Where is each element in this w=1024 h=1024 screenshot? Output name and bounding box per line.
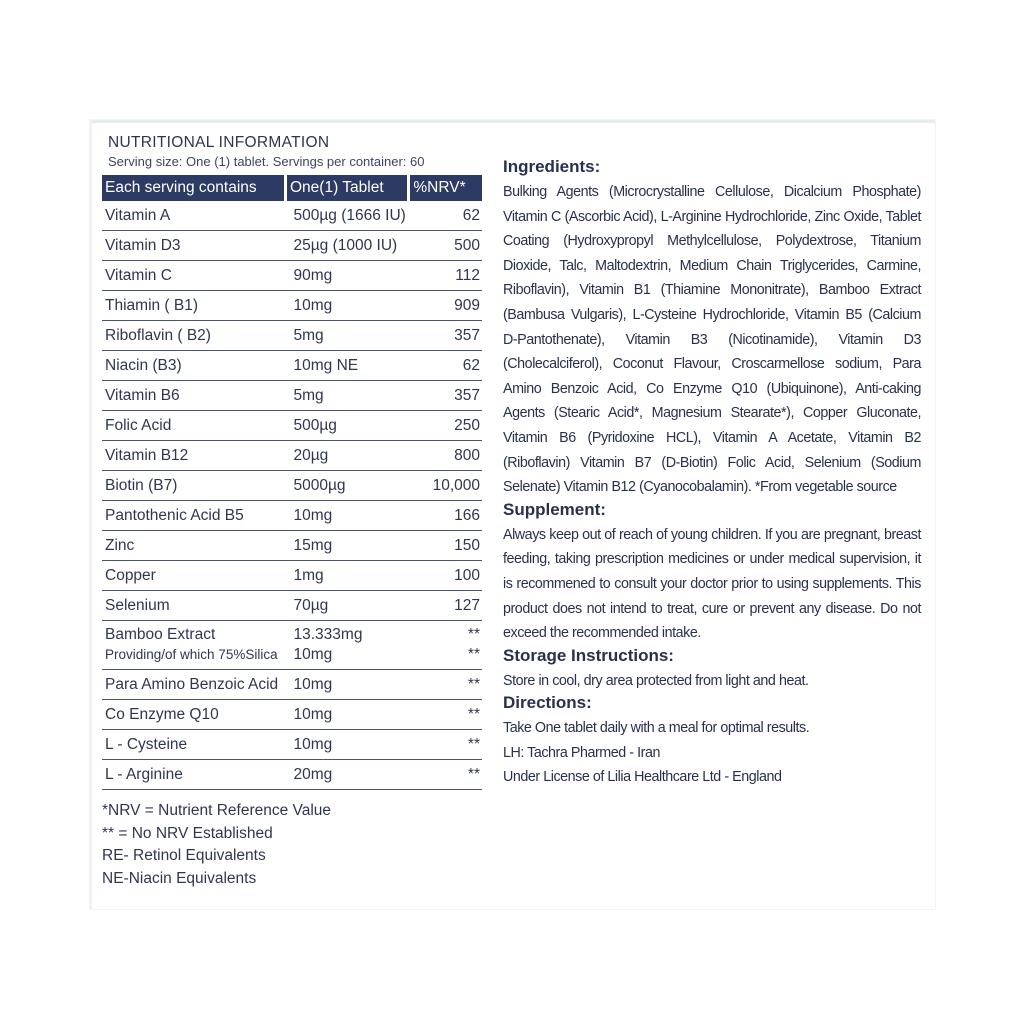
nutrient-nrv: 800 xyxy=(409,441,482,471)
nrv-notes xyxy=(102,800,487,890)
header-one-tablet: One(1) Tablet xyxy=(286,175,409,201)
nutrient-amount: 500µg xyxy=(286,411,409,441)
table-row xyxy=(102,471,482,501)
nutrient-name: Vitamin D3 xyxy=(102,231,286,261)
nutrient-name: L - Cysteine xyxy=(102,730,286,760)
nutrient-nrv: 166 xyxy=(409,501,482,531)
nutrient-amount: 70µg xyxy=(286,591,409,621)
nutrient-amount: 10mg xyxy=(286,670,409,700)
nutrient-amount: 10mg xyxy=(286,730,409,760)
nutrient-nrv: 112 xyxy=(409,261,482,291)
table-header-row xyxy=(102,175,482,201)
nutrient-nrv: 250 xyxy=(409,411,482,441)
nutrient-name: Thiamin ( B1) xyxy=(102,291,286,321)
nutrient-name: Vitamin A xyxy=(102,201,286,231)
nutrient-name: Biotin (B7) xyxy=(102,471,286,501)
table-row xyxy=(102,501,482,531)
nutrient-name: Co Enzyme Q10 xyxy=(102,700,286,730)
bamboo-amount-cell xyxy=(286,621,409,670)
table-row xyxy=(102,670,482,700)
nutrient-nrv: 100 xyxy=(409,561,482,591)
nutrient-amount: 25µg (1000 IU) xyxy=(286,231,409,261)
nutrient-amount: 90mg xyxy=(286,261,409,291)
nutrient-nrv: 150 xyxy=(409,531,482,561)
nutrient-name: Vitamin C xyxy=(102,261,286,291)
nutrient-nrv: 500 xyxy=(409,231,482,261)
nutrient-amount: 20µg xyxy=(286,441,409,471)
nutrition-heading: NUTRITIONAL INFORMATION xyxy=(108,134,330,151)
nutrient-amount: 10mg xyxy=(286,291,409,321)
table-row xyxy=(102,231,482,261)
note-niacin: NE-Niacin Equivalents xyxy=(102,869,257,887)
nutrient-amount: 10mg xyxy=(286,700,409,730)
ingredients-heading: Ingredients: xyxy=(503,157,601,176)
nutrient-nrv: 357 xyxy=(409,381,482,411)
nutrient-amount: 500µg (1666 IU) xyxy=(286,201,409,231)
nutrient-nrv: 62 xyxy=(409,351,482,381)
nutrient-amount: 5mg xyxy=(286,321,409,351)
table-row xyxy=(102,760,482,790)
nutrient-nrv: ** xyxy=(409,670,482,700)
nutrient-name: Vitamin B12 xyxy=(102,441,286,471)
nutrient-amount: 10mg NE xyxy=(286,351,409,381)
nutrient-nrv: ** xyxy=(409,700,482,730)
table-row xyxy=(102,201,482,231)
table-row-bamboo xyxy=(102,621,482,670)
header-nrv: %NRV* xyxy=(409,175,482,201)
nutrient-amount: 5mg xyxy=(286,381,409,411)
nutrient-name: L - Arginine xyxy=(102,760,286,790)
nutrient-name: Folic Acid xyxy=(102,411,286,441)
bamboo-amount: 13.333mg xyxy=(293,626,363,643)
nutrient-amount: 1mg xyxy=(286,561,409,591)
nutrient-nrv: 909 xyxy=(409,291,482,321)
header-each-serving: Each serving contains xyxy=(102,175,286,201)
nutrient-nrv: 10,000 xyxy=(409,471,482,501)
nutrient-nrv: 127 xyxy=(409,591,482,621)
storage-text: Store in cool, dry area protected from light and heat. xyxy=(503,672,809,689)
nutrient-name: Copper xyxy=(102,561,286,591)
note-no-nrv: ** = No NRV Established xyxy=(102,824,273,842)
bamboo-sub-amount: 10mg xyxy=(293,646,333,663)
license-holder: LH: Tachra Pharmed - Iran xyxy=(503,744,660,761)
table-row xyxy=(102,261,482,291)
table-row xyxy=(102,441,482,471)
nutrient-name: Para Amino Benzoic Acid xyxy=(102,670,286,700)
note-retinol: RE- Retinol Equivalents xyxy=(102,847,266,864)
supplement-text: Always keep out of reach of young children. If you are pregnant, breast feeding, taking prescription medicines or under medical supervision, it is recommened to consult your doctor prior to using supplements. This product does not intend to treat, cure or prevent any disease. Do not exceed the recommended intake. xyxy=(503,526,921,642)
table-row xyxy=(102,730,482,760)
directions-heading: Directions: xyxy=(503,693,592,713)
nutrient-amount: 10mg xyxy=(286,501,409,531)
nutrient-nrv: 357 xyxy=(409,321,482,351)
bamboo-nrv-cell xyxy=(409,621,482,670)
directions-text: Take One tablet daily with a meal for optimal results. xyxy=(503,720,810,737)
nutrition-table xyxy=(102,175,482,790)
nutrient-name: Riboflavin ( B2) xyxy=(102,321,286,351)
nutrient-name: Niacin (B3) xyxy=(102,351,286,381)
nutrition-table-body xyxy=(102,201,482,790)
bamboo-name: Bamboo Extract xyxy=(105,626,216,643)
nutrient-name: Zinc xyxy=(102,531,286,561)
nutrient-nrv: ** xyxy=(409,730,482,760)
license-under: Under License of Lilia Healthcare Ltd - England xyxy=(503,769,782,786)
ingredients-text: Bulking Agents (Microcrystalline Cellulose, Dicalcium Phosphate) Vitamin C (Ascorbic Acid), L-Arginine Hydrochloride, Zinc Oxide, Tablet Coating (Hydroxypropyl Methylcellulose, Polydextrose, Titanium Dioxide, Talc, Maltodextrin, Medium Chain Triglycerides, Carmine, Riboflavin), Vitamin B1 (Thiamine Mononitrate), Bamboo Extract (Bambusa Vulgaris), L-Cysteine Hydrochloride, Vitamin B5 (Calcium D-Pantothenate), Vitamin B3 (Nicotinamide), Vitamin D3 (Cholecalciferol), Coconut Flavour, Croscarmellose sodium, Para Amino Benzoic Acid, Co Enzyme Q10 (Ubiquinone), Anti-caking Agents (Stearic Acid*, Magnesium Stearate*), Copper Gluconate, Vitamin B6 (Pyridoxine HCL), Vitamin A Acetate, Vitamin B2 (Riboflavin) Vitamin B7 (D-Biotin) Folic Acid, Selenium (Sodium Selenate) Vitamin B12 (Cyanocobalamin). *From vegetable source xyxy=(503,184,921,496)
table-row xyxy=(102,591,482,621)
info-section xyxy=(503,157,921,790)
nutrition-section xyxy=(102,134,487,890)
note-nrv: *NRV = Nutrient Reference Value xyxy=(102,802,332,819)
table-row xyxy=(102,700,482,730)
bamboo-sub-name: Providing/of which 75%Silica xyxy=(105,647,278,662)
nutrient-amount: 20mg xyxy=(286,760,409,790)
table-row xyxy=(102,321,482,351)
storage-heading: Storage Instructions: xyxy=(503,645,674,665)
nutrient-name: Pantothenic Acid B5 xyxy=(102,501,286,531)
nutrient-nrv: ** xyxy=(409,760,482,790)
nutrient-amount: 15mg xyxy=(286,531,409,561)
table-row xyxy=(102,291,482,321)
supplement-heading: Supplement: xyxy=(503,499,606,519)
nutrient-amount: 5000µg xyxy=(286,471,409,501)
table-row xyxy=(102,531,482,561)
nutrient-name: Selenium xyxy=(102,591,286,621)
table-row xyxy=(102,561,482,591)
bamboo-nrv: ** xyxy=(467,626,480,643)
bamboo-name-cell xyxy=(102,621,286,670)
table-row xyxy=(102,411,482,441)
bamboo-sub-nrv: ** xyxy=(467,646,480,663)
table-row xyxy=(102,381,482,411)
nutrient-name: Vitamin B6 xyxy=(102,381,286,411)
table-row xyxy=(102,351,482,381)
serving-info: Serving size: One (1) tablet. Servings per container: 60 xyxy=(108,154,425,169)
nutrient-nrv: 62 xyxy=(409,201,482,231)
